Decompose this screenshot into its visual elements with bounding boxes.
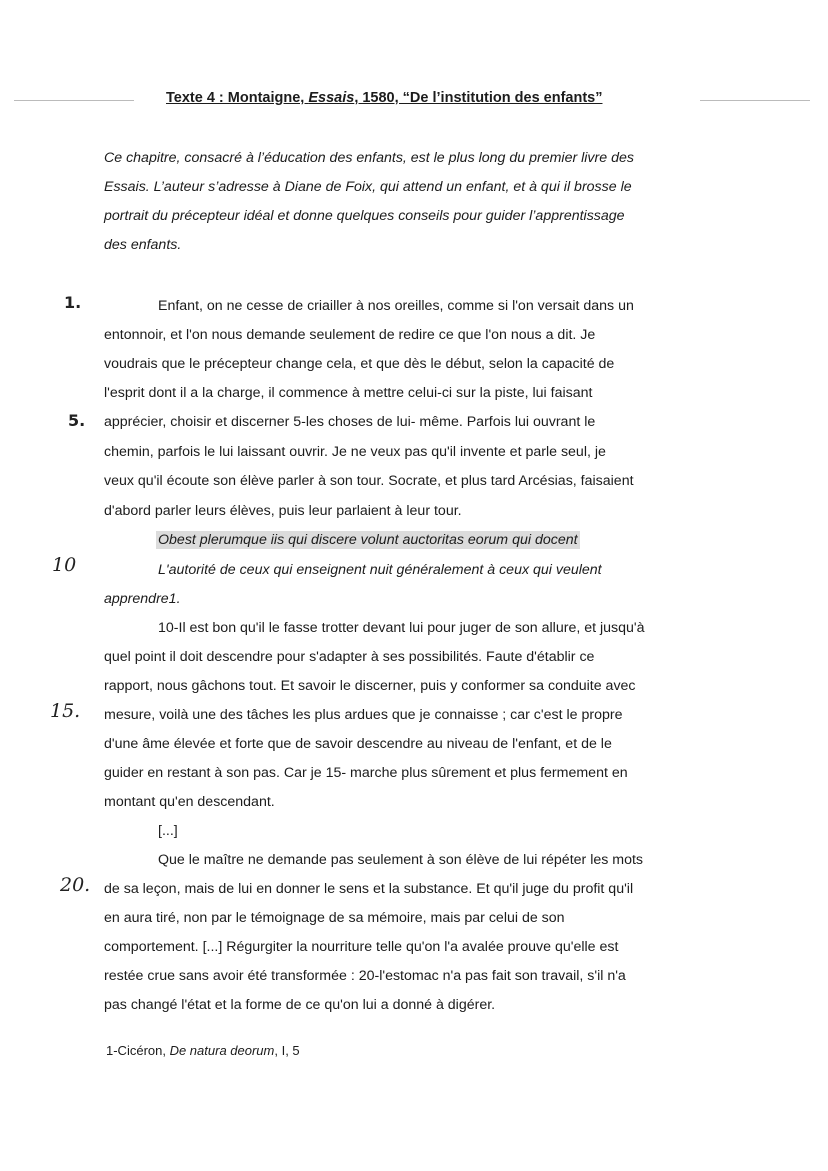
body-line: mesure, voilà une des tâches les plus ardues que je connaisse ; car c'est le propre — [104, 707, 623, 723]
title-prefix: Texte 4 : Montaigne, — [166, 90, 309, 106]
latin-quote — [156, 531, 580, 549]
body-line: 10-Il est bon qu'il le fasse trotter devant lui pour juger de son allure, et jusqu'à — [158, 620, 645, 636]
intro-line: portrait du précepteur idéal et donne quelques conseils pour guider l’apprentissage — [104, 208, 625, 224]
margin-line-number: 5. — [68, 411, 86, 430]
body-line: de sa leçon, mais de lui en donner le sens et la substance. Et qu'il juge du profit qu'il — [104, 881, 634, 897]
body-line: apprécier, choisir et discerner 5-les choses de lui- même. Parfois lui ouvrant le — [104, 414, 596, 430]
body-line: comportement. [...] Régurgiter la nourriture telle qu'on l'a avalée prouve qu'elle est — [104, 939, 619, 955]
body-line: quel point il doit descendre pour s'adapter à ses possibilités. Faute d'établir ce — [104, 649, 595, 665]
body-line: Enfant, on ne cesse de criailler à nos oreilles, comme si l'on versait dans un — [158, 298, 634, 314]
title-work: Essais — [308, 90, 355, 106]
margin-line-number: 1. — [64, 293, 82, 312]
footnote-work: De natura deorum — [169, 1043, 275, 1058]
body-line: d'abord parler leurs élèves, puis leur parlaient à leur tour. — [104, 503, 462, 519]
body-line: d'une âme élevée et forte que de savoir descendre au niveau de l'enfant, et de le — [104, 736, 612, 752]
latin-quote-text: Obest plerumque iis qui discere volunt auctoritas eorum qui docent — [158, 532, 578, 548]
scan-artifact-line — [700, 100, 810, 101]
body-line: guider en restant à son pas. Car je 15- marche plus sûrement et plus fermement en — [104, 765, 628, 781]
ellipsis: [...] — [158, 823, 178, 839]
body-line: restée crue sans avoir été transformée : 20-l'estomac n'a pas fait son travail, s'il n'a — [104, 968, 626, 984]
title-suffix: , 1580, “De l’institution des enfants” — [354, 90, 603, 106]
body-line: pas changé l'état et la forme de ce qu'on lui a donné à digérer. — [104, 997, 496, 1013]
scan-artifact-line — [14, 100, 134, 101]
body-line: entonnoir, et l'on nous demande seulement de redire ce que l'on nous a dit. Je — [104, 327, 596, 343]
margin-line-number: 10 — [52, 554, 77, 576]
body-line: en aura tiré, non par le témoignage de sa mémoire, mais par celui de son — [104, 910, 565, 926]
body-line: voudrais que le précepteur change cela, et que dès le début, selon la capacité de — [104, 356, 615, 372]
body-line: chemin, parfois le lui laissant ouvrir. Je ne veux pas qu'il invente et parle seul, je — [104, 444, 606, 460]
body-line: montant qu'en descendant. — [104, 794, 275, 810]
intro-line: Ce chapitre, consacré à l’éducation des enfants, est le plus long du premier livre des — [104, 150, 634, 166]
document-title — [166, 90, 602, 106]
footnote — [106, 1043, 300, 1058]
body-line: l'esprit dont il a la charge, il commence à mettre celui-ci sur la piste, lui faisant — [104, 385, 593, 401]
body-line: rapport, nous gâchons tout. Et savoir le discerner, puis y conformer sa conduite avec — [104, 678, 636, 694]
body-line: veux qu'il écoute son élève parler à son tour. Socrate, et plus tard Arcésias, faisaient — [104, 473, 634, 489]
quote-translation: apprendre1. — [104, 591, 181, 607]
margin-line-number: 20. — [60, 874, 91, 896]
footnote-suffix: , I, 5 — [274, 1043, 300, 1058]
quote-translation: L'autorité de ceux qui enseignent nuit généralement à ceux qui veulent — [158, 562, 602, 578]
intro-line: des enfants. — [104, 237, 182, 253]
margin-line-number: 15. — [50, 700, 81, 722]
footnote-prefix: 1-Cicéron, — [106, 1043, 170, 1058]
intro-line: Essais. L’auteur s’adresse à Diane de Foix, qui attend un enfant, et à qui il brosse le — [104, 179, 632, 195]
body-line: Que le maître ne demande pas seulement à son élève de lui répéter les mots — [158, 852, 644, 868]
